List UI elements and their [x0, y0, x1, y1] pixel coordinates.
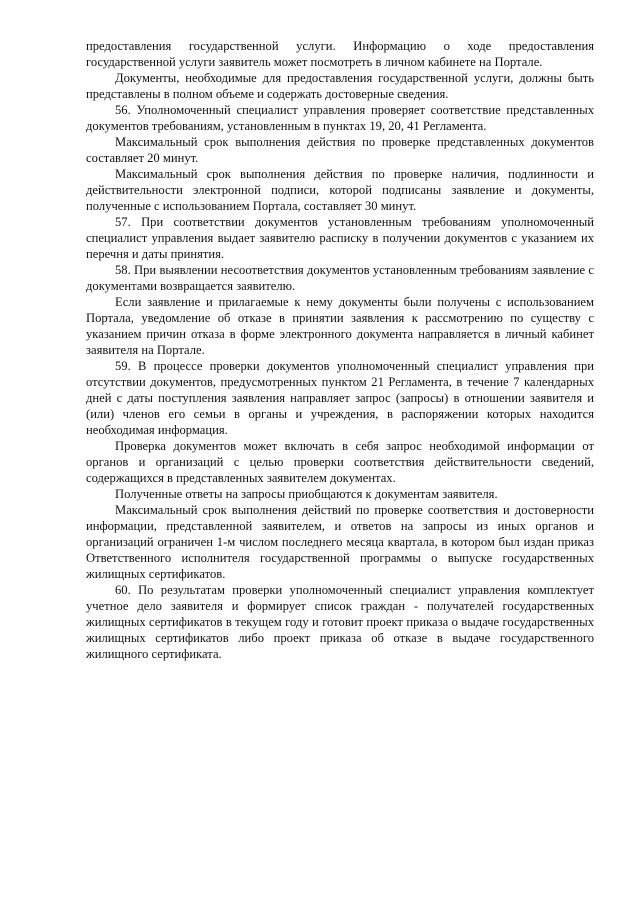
paragraph-responses-attached: Полученные ответы на запросы приобщаются к документам заявителя.	[115, 487, 498, 501]
paragraph-60: 60. По результатам проверки уполномоченный специалист управления комплектует учетное дело заявителя и формирует список граждан - получателей государственных жилищных сертификатов в текущем году и готовит проект приказа о выдаче государственных жилищных сертификатов либо проект приказа об отказе в выдаче государственного жилищного сертификата.	[86, 583, 594, 661]
paragraph-56: 56. Уполномоченный специалист управления проверяет соответствие представленных документов требованиям, установленным в пунктах 19, 20, 41 Регламента.	[86, 103, 594, 133]
paragraph-max-time-signature: Максимальный срок выполнения действия по проверке наличия, подлинности и действительности электронной подписи, которой подписаны заявление и документы, полученные с использованием Портала, составляет 30 минут.	[86, 167, 594, 213]
paragraph-documents-requirements: Документы, необходимые для предоставления государственной услуги, должны быть представлены в полном объеме и содержать достоверные сведения.	[86, 71, 594, 101]
paragraph-58: 58. При выявлении несоответствия документов установленным требованиям заявление с документами возвращается заявителю.	[86, 263, 594, 293]
paragraph-57: 57. При соответствии документов установленным требованиям уполномоченный специалист управления выдает заявителю расписку в получении документов с указанием их перечня и даты принятия.	[86, 215, 594, 261]
paragraph-portal-refusal: Если заявление и прилагаемые к нему документы были получены с использованием Портала, уведомление об отказе в принятии заявления к рассмотрению по существу с указанием причин отказа в форме электронного документа направляется в личный кабинет заявителя на Портале.	[86, 295, 594, 357]
paragraph-verification-request: Проверка документов может включать в себя запрос необходимой информации от органов и организаций с целью проверки соответствия действительности сведений, содержащихся в представленных заявителем документах.	[86, 439, 594, 485]
paragraph-max-time-check: Максимальный срок выполнения действия по проверке представленных документов составляет 20 минут.	[86, 135, 594, 165]
document-page	[86, 38, 594, 662]
paragraph-continuation: предоставления государственной услуги. Информацию о ходе предоставления государственной услуги заявитель может посмотреть в личном кабинете на Портале.	[86, 39, 594, 69]
paragraph-59: 59. В процессе проверки документов уполномоченный специалист управления при отсутствии документов, предусмотренных пунктом 21 Регламента, в течение 7 календарных дней с даты поступления заявления направляет запрос (запросы) в отношении заявителя и (или) членов его семьи в органы и учреждения, в распоряжении которых находится необходимая информация.	[86, 359, 594, 437]
paragraph-max-time-verification: Максимальный срок выполнения действий по проверке соответствия и достоверности информации, представленной заявителем, и ответов на запросы из иных органов и организаций ограничен 1-м числом последнего месяца квартала, в котором был издан приказ Ответственного исполнителя государственной программы о выпуске государственных жилищных сертификатов.	[86, 503, 594, 581]
